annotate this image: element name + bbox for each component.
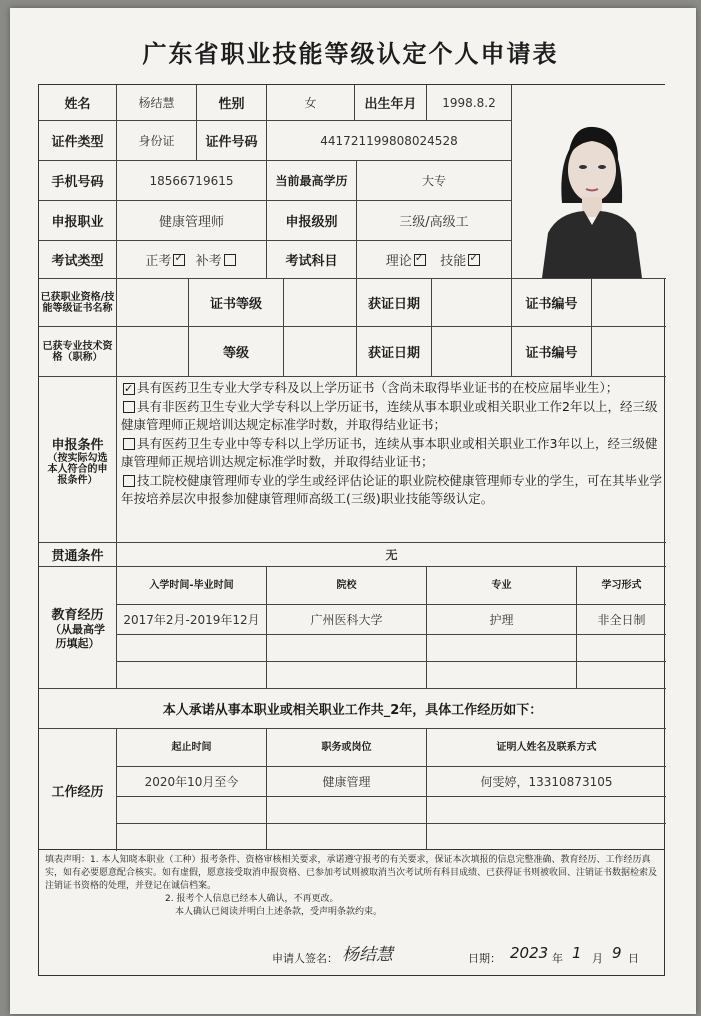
edu-cell [117,662,267,689]
exam-type-options [117,241,267,279]
date-year-unit: 年 [552,952,563,965]
exam-makeup-label: 补考 [195,254,222,269]
work-cell [427,824,666,849]
phone-value: 18566719615 [117,161,267,201]
applicant-signature: 杨结慧 [342,945,393,965]
condition-2-checkbox[interactable] [123,401,135,413]
education-sub-label: （从最高学历填起） [50,623,105,650]
date-day: 9 [612,944,622,962]
cert-no2-label: 证书编号 [512,327,592,377]
edu-cell [427,635,577,662]
date-month-unit: 月 [592,952,603,965]
grade-value [284,327,357,377]
cert2-label: 已获专业技术资格（职称） [39,327,117,377]
edu-cell [577,635,666,662]
education-label: 教育经历 [51,608,104,623]
edu-cell: 广州医科大学 [267,605,427,635]
birth-label: 出生年月 [355,85,427,121]
occupation-label: 申报职业 [39,201,117,241]
subject-skill-label: 技能 [440,254,467,269]
work-cell [267,797,427,824]
through-label: 贯通条件 [39,543,117,567]
work-cell: 2020年10月至今 [117,767,267,797]
conditions-list [117,377,666,543]
condition-4-checkbox[interactable] [123,475,135,487]
edu-value: 大专 [357,161,512,201]
name-value: 杨结慧 [117,85,197,121]
edu-cell: 护理 [427,605,577,635]
level-label: 申报级别 [267,201,357,241]
conditions-label: 申报条件 [51,437,104,453]
edu-header-school: 院校 [267,567,427,605]
edu-cell: 非全日制 [577,605,666,635]
id-no-label: 证件号码 [197,121,267,161]
conditions-sub-label: （按实际勾选本人符合的申报条件） [47,452,108,486]
cert-date-value [432,279,512,327]
cert-level-label: 证书等级 [189,279,284,327]
grade-label: 等级 [189,327,284,377]
subject-options [357,241,512,279]
cert-no-value [592,279,666,327]
subject-theory-label: 理论 [385,254,412,269]
id-no-value: 441721199808024528 [267,121,512,161]
exam-regular-checkbox[interactable] [173,254,185,266]
date-year: 2023 [510,944,549,962]
date-label: 日期： [468,952,501,965]
level-value: 三级/高级工 [357,201,512,241]
exam-regular-label: 正考 [145,254,172,269]
work-header-reference: 证明人姓名及联系方式 [427,729,666,767]
subject-theory-checkbox[interactable] [414,254,426,266]
edu-header-major: 专业 [427,567,577,605]
edu-cell [117,635,267,662]
work-cell [267,824,427,849]
condition-3-checkbox[interactable] [123,438,135,450]
id-type-value: 身份证 [117,121,197,161]
subject-label: 考试科目 [267,241,357,279]
cert-date-label: 获证日期 [357,279,432,327]
application-form [38,84,665,850]
date-day-unit: 日 [628,952,639,965]
declaration-text-3: 本人确认已阅读并明白上述条款，受声明条款约束。 [175,907,383,917]
work-pledge: 本人承诺从事本职业或相关职业工作共_2年，具体工作经历如下： [39,689,666,729]
declaration-text-2: 2. 报考个人信息已经本人确认，不再更改。 [165,894,339,904]
phone-label: 手机号码 [39,161,117,201]
occupation-value: 健康管理师 [117,201,267,241]
condition-item-2: 具有非医药卫生专业大学专科以上学历证书，连续从事本职业或相关职业工作2年以上，经三级健康管理师正规培训达规定标准学时数，并取得结业证书； [121,398,658,432]
applicant-photo [512,85,666,279]
edu-cell [427,662,577,689]
condition-item-4: 技工院校健康管理师专业的学生或经评估论证的职业院校健康管理师专业的学生，可在其毕业学年按培养层次申报参加健康管理师高级工(三级)职业技能等级认定。 [121,472,663,506]
applicant-sign-label: 申请人签名： [272,952,338,965]
cert1-label: 已获职业资格/技能等级证书名称 [39,279,117,327]
work-label: 工作经历 [39,729,117,851]
edu-cell [577,662,666,689]
work-cell: 何雯婷，13310873105 [427,767,666,797]
condition-1-checkbox[interactable] [123,383,135,395]
exam-type-label: 考试类型 [39,241,117,279]
cert-level-value [284,279,357,327]
work-cell [117,824,267,849]
cert-date2-value [432,327,512,377]
subject-skill-checkbox[interactable] [468,254,480,266]
condition-item-1: ✓具有医药卫生专业大学专科及以上学历证书（含尚未取得毕业证书的在校应届毕业生）； [121,379,662,398]
edu-cell [267,635,427,662]
gender-label: 性别 [197,85,267,121]
work-header-period: 起止时间 [117,729,267,767]
conditions-label-cell [39,377,117,543]
cert-no-label: 证书编号 [512,279,592,327]
condition-item-3: 具有医药卫生专业中等专科以上学历证书，连续从事本职业或相关职业工作3年以上，经三级健康管理师正规培训达规定标准学时数，并取得结业证书； [121,435,658,469]
exam-makeup-checkbox[interactable] [224,254,236,266]
work-cell [117,797,267,824]
edu-cell [267,662,427,689]
name-label: 姓名 [39,85,117,121]
portrait-image [512,85,666,278]
edu-header-mode: 学习形式 [577,567,666,605]
education-label-cell [39,567,117,689]
edu-cell: 2017年2月-2019年12月 [117,605,267,635]
edu-header-time: 入学时间-毕业时间 [117,567,267,605]
cert-no2-value [592,327,666,377]
through-value: 无 [117,543,666,567]
work-header-position: 职务或岗位 [267,729,427,767]
cert-date2-label: 获证日期 [357,327,432,377]
id-type-label: 证件类型 [39,121,117,161]
work-cell [427,797,666,824]
cert1-name-value [117,279,189,327]
declaration-text-1: 填表声明：1. 本人知晓本职业（工种）报考条件、资格审核相关要求，承诺遵守报考的有关要求，保证本次填报的信息完整准确、教育经历、工作经历真实，如有必要愿意配合核实。如有虚假，愿意接受取消申报资格、已参加考试则被取消当次考试所有科目成绩、已获得证书则被收回、注销证书数据检索及注销证书资格的处理，并登记在诚信档案。 [45,855,658,891]
gender-value: 女 [267,85,355,121]
date-month: 1 [572,944,582,962]
cert2-name-value [117,327,189,377]
work-cell: 健康管理 [267,767,427,797]
edu-label: 当前最高学历 [267,161,357,201]
form-title: 广东省职业技能等级认定个人申请表 [142,40,559,68]
birth-value: 1998.8.2 [427,85,512,121]
